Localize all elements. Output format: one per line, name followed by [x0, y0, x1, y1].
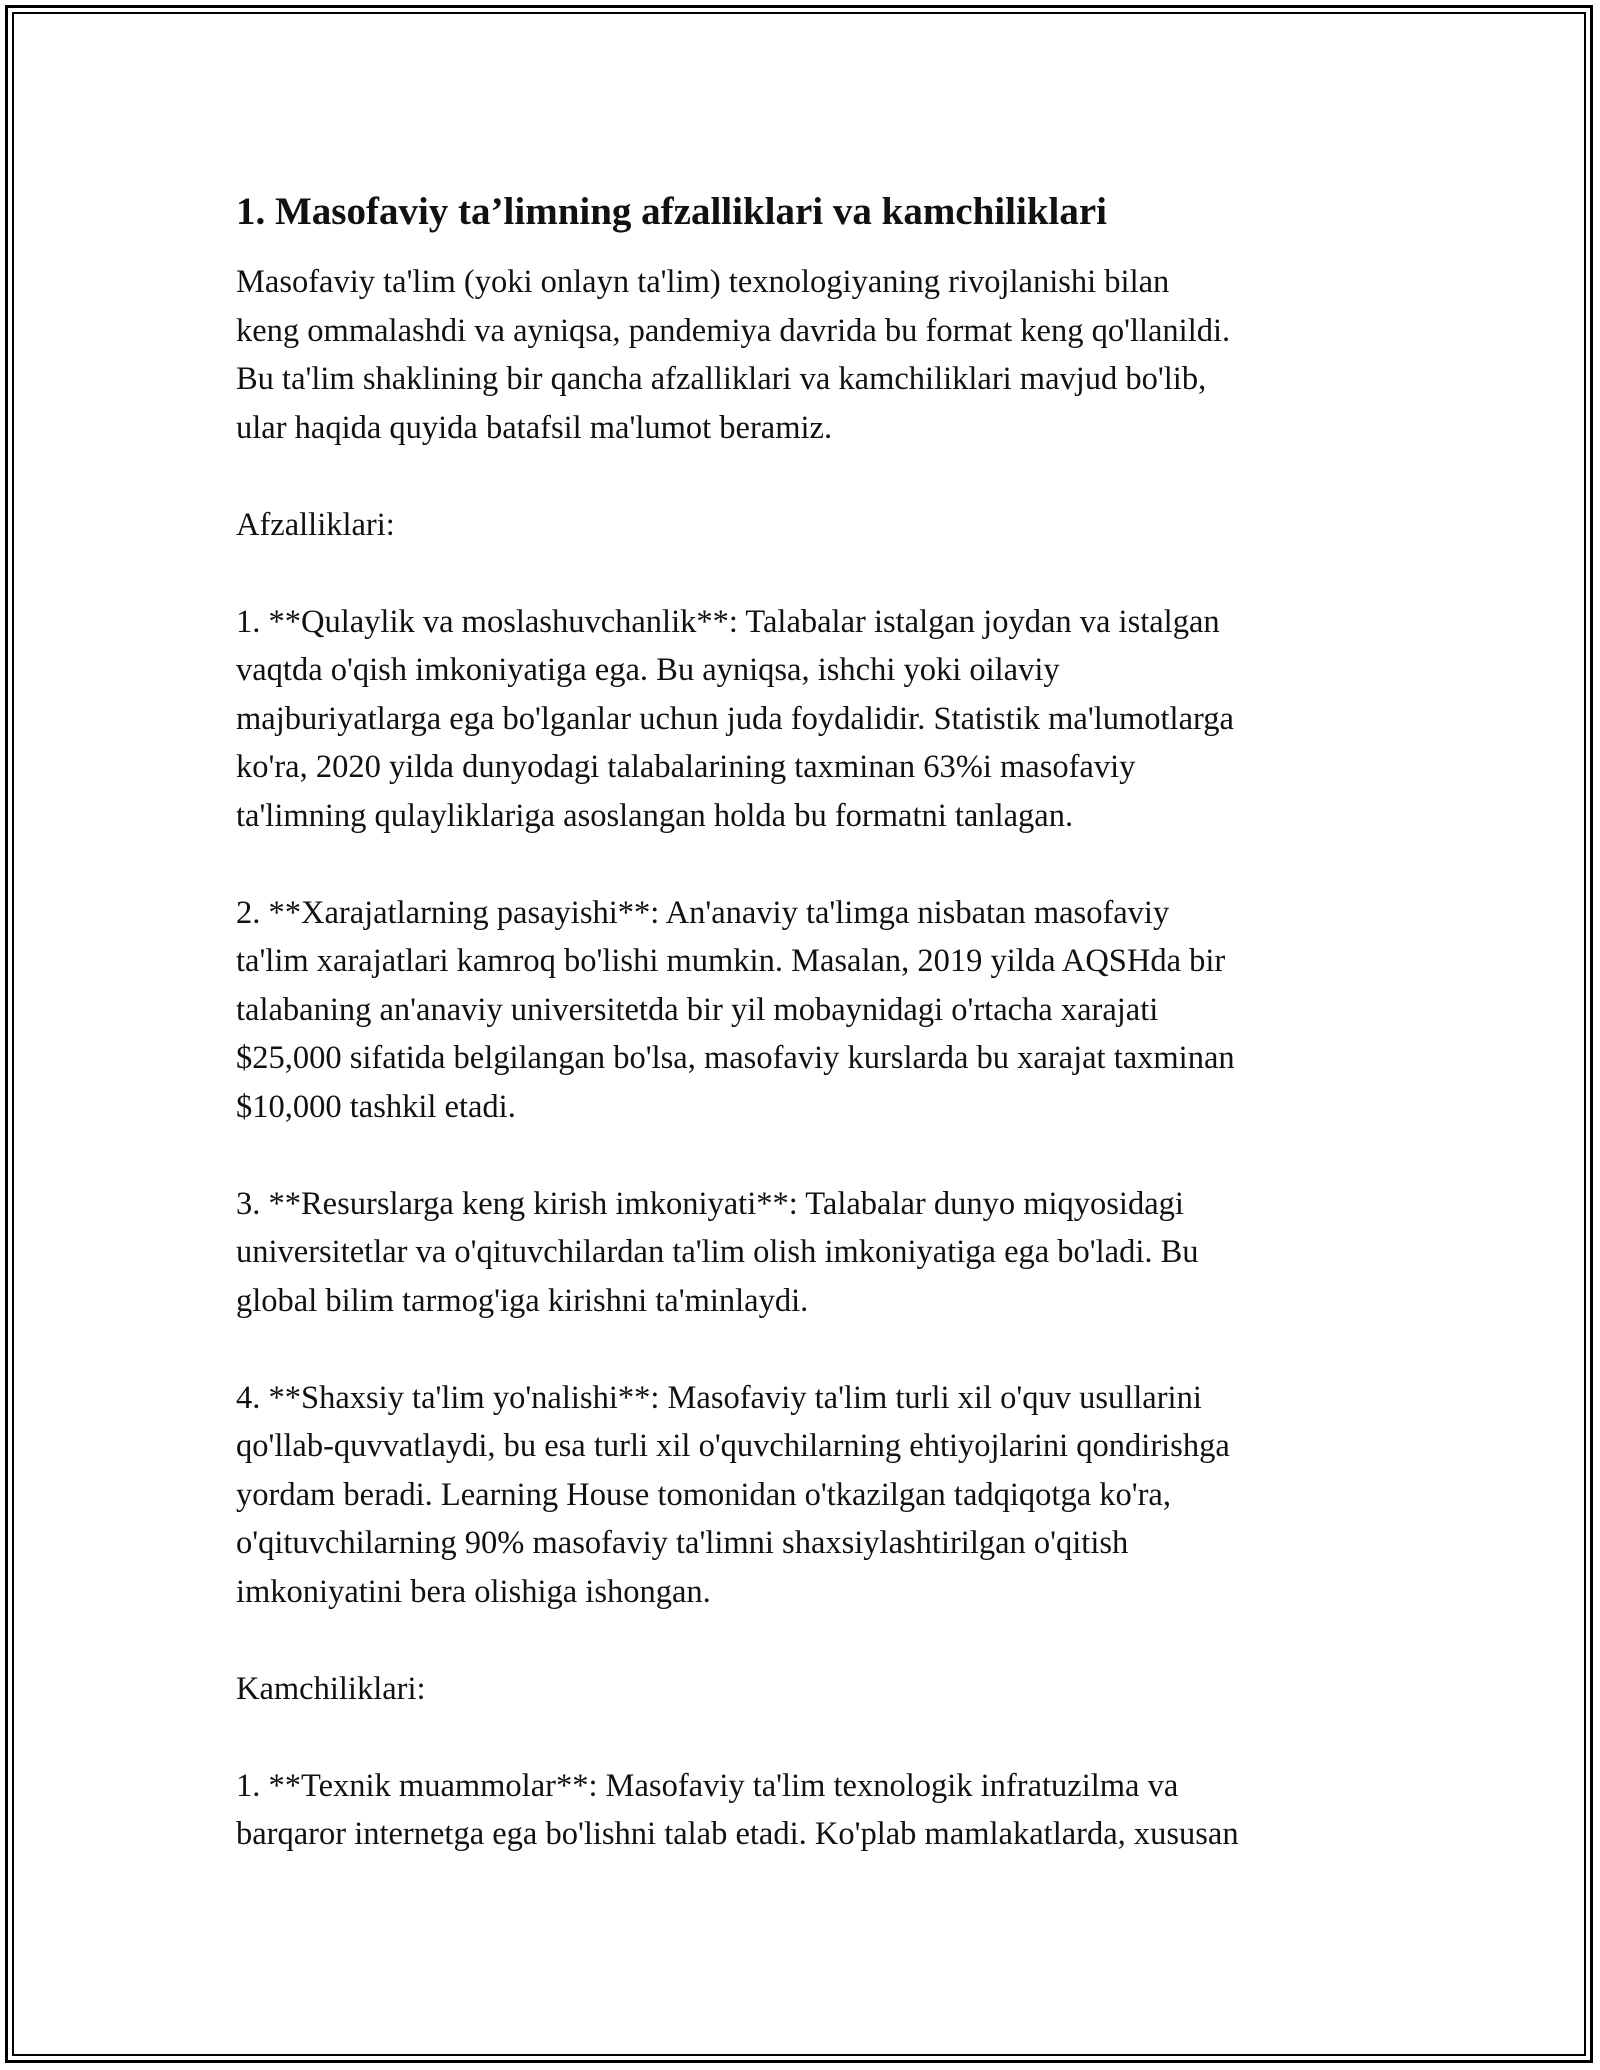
advantage-item-2: 2. **Xarajatlarning pasayishi**: An'anaviy ta'limga nisbatan masofaviy ta'lim xarajatlari kamroq bo'lishi mumkin. Masalan, 2019 yilda AQSHda bir talabaning an'anaviy universitetda bir yil mobaynidagi o'rtacha xarajati $25,000 sifatida belgilangan bo'lsa, masofaviy kurslarda bu xarajat taxminan $10,000 tashkil etadi. — [236, 894, 1235, 1125]
document-body — [236, 186, 1386, 1907]
advantage-item-1: 1. **Qulaylik va moslashuvchanlik**: Talabalar istalgan joydan va istalgan vaqtda o'qish imkoniyatiga ega. Bu ayniqsa, ishchi yoki oilaviy majburiyatlarga ega bo'lganlar uchun juda foydalidir. Statistik ma'lumotlarga ko'ra, 2020 yilda dunyodagi talabalarining taxminan 63%i masofaviy ta'limning qulayliklariga asoslangan holda bu formatni tanlagan. — [236, 603, 1234, 834]
advantage-item-4: 4. **Shaxsiy ta'lim yo'nalishi**: Masofaviy ta'lim turli xil o'quv usullarini qo'llab-quvvatlaydi, bu esa turli xil o'quvchilarning ehtiyojlarini qondirishga yordam beradi. Learning House tomonidan o'tkazilgan tadqiqotga ko'ra, o'qituvchilarning 90% masofaviy ta'limni shaxsiylashtirilgan o'qitish imkoniyatini bera olishiga ishongan. — [236, 1379, 1230, 1610]
advantage-item-3: 3. **Resurslarga keng kirish imkoniyati**: Talabalar dunyo miqyosidagi universitetlar va o'qituvchilardan ta'lim olish imkoniyatiga ega bo'ladi. Bu global bilim tarmog'iga kirishni ta'minlaydi. — [236, 1185, 1199, 1319]
document-title: 1. Masofaviy ta’limning afzalliklari va kamchiliklari — [236, 190, 1107, 233]
disadvantage-item-1: 1. **Texnik muammolar**: Masofaviy ta'lim texnologik infratuzilma va barqaror internetga ega bo'lishni talab etadi. Ko'plab mamlakatlarda, xususan — [236, 1767, 1239, 1852]
disadvantages-heading: Kamchiliklari: — [236, 1670, 426, 1707]
intro-paragraph: Masofaviy ta'lim (yoki onlayn ta'lim) texnologiyaning rivojlanishi bilan keng ommalashdi va ayniqsa, pandemiya davrida bu format keng qo'llanildi. Bu ta'lim shaklining bir qancha afzalliklari va kamchiliklari mavjud bo'lib, ular haqida quyida batafsil ma'lumot beramiz. — [236, 264, 1231, 446]
advantages-heading: Afzalliklari: — [236, 506, 395, 543]
